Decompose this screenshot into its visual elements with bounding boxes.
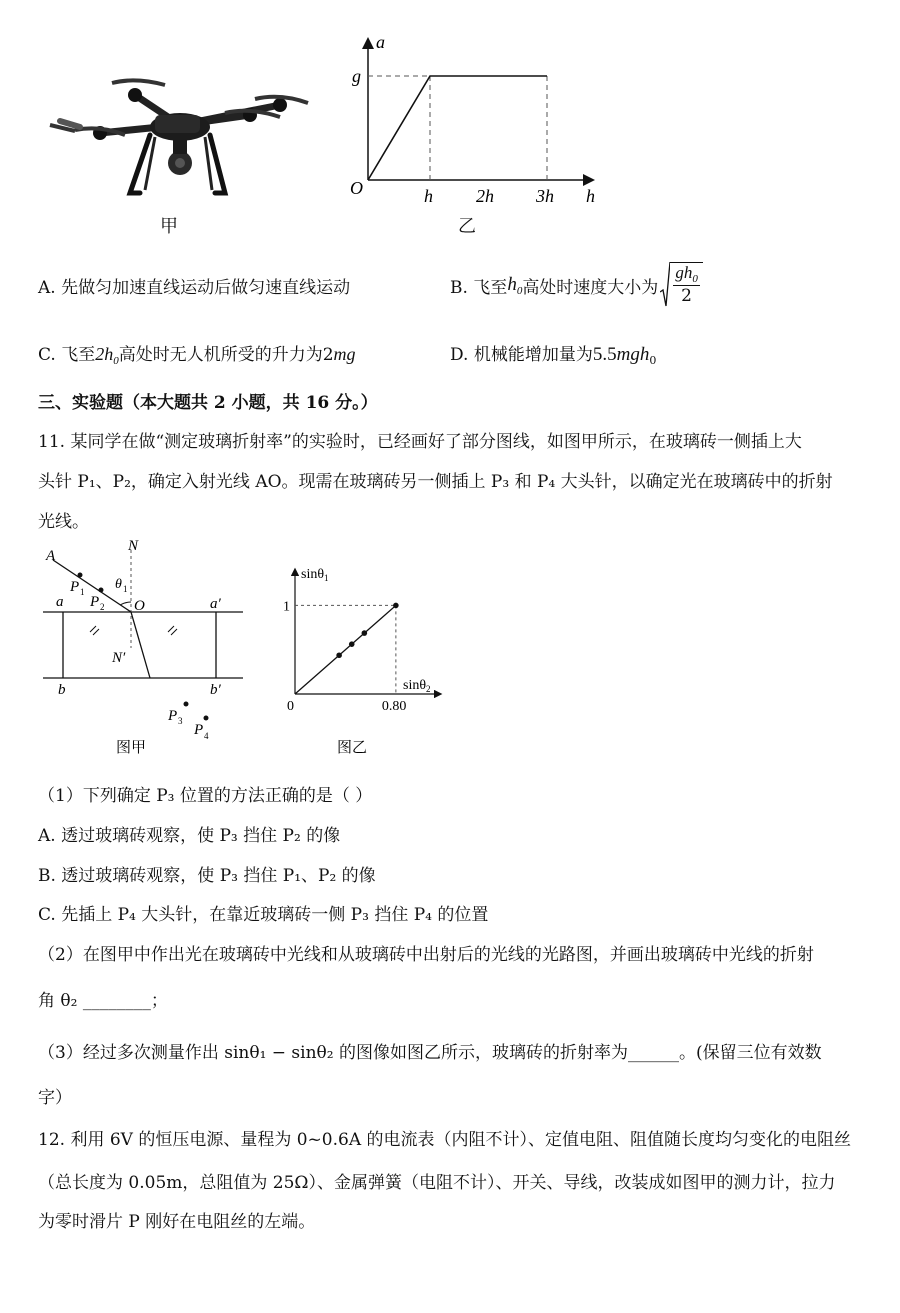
g-label: g <box>352 66 361 86</box>
q12-line2: （总长度为 0.05m，总阻值为 25Ω）、金属弹簧（电阻不计）、开关、导线，改装成如图甲的测力计，拉力 <box>38 1173 836 1193</box>
q10-option-c: C. 飞至$2h_0$高处时无人机所受的升力为2mg <box>38 344 356 367</box>
yi-x-tick: 0.80 <box>381 699 407 714</box>
q11-sub2-line1: （2）在图甲中作出光在玻璃砖中光线和从玻璃砖中出射后的光线的光路图，并画出玻璃砖中光线的折射 <box>38 945 814 965</box>
pin-p1 <box>78 573 83 578</box>
q11-opt-c: C. 先插上 P₄ 大头针，在靠近玻璃砖一侧 P₃ 挡住 P₄ 的位置 <box>38 905 489 925</box>
a-h-graph <box>340 30 610 210</box>
q11-line2: 头针 P₁、P₂，确定入射光线 AO。现需在玻璃砖另一侧插上 P₃ 和 P₄ 大头针，以确定光在玻璃砖中的折射 <box>38 472 833 492</box>
svg-text:N: N <box>128 540 139 554</box>
svg-text:N′: N′ <box>112 650 126 666</box>
svg-text:P: P <box>194 722 204 738</box>
a-h-curve <box>368 76 547 180</box>
yi-data-point <box>393 603 399 609</box>
refracted-ray <box>131 612 150 678</box>
fig-jia-caption: 图甲 <box>116 740 147 756</box>
y-axis-label: a <box>376 32 385 52</box>
x-axis-label: h <box>586 186 595 206</box>
svg-text:a: a <box>56 594 64 610</box>
q12-line3: 为零时滑片 P 刚好在电阻丝的左端。 <box>38 1212 316 1232</box>
yi-data-point <box>349 641 355 647</box>
tick-3h: 3h <box>536 186 554 206</box>
svg-text:b: b <box>58 682 66 698</box>
svg-text:θ: θ <box>115 577 122 592</box>
svg-text:3: 3 <box>178 716 183 726</box>
svg-text:4: 4 <box>204 731 209 741</box>
q11-sub3-line2: 字） <box>38 1088 72 1108</box>
svg-text:P: P <box>90 594 100 610</box>
drone-figure <box>40 55 320 205</box>
svg-text:b′: b′ <box>210 682 221 698</box>
drone-photo-icon <box>40 55 320 205</box>
yi-fit-line <box>295 605 396 694</box>
origin-label: O <box>350 178 363 198</box>
yi-origin: 0 <box>287 699 294 714</box>
svg-text:P: P <box>70 579 80 595</box>
tick-2h: 2h <box>476 186 494 206</box>
section3-title: 三、实验题（本大题共 2 小题，共 16 分。） <box>38 393 378 413</box>
svg-text:P: P <box>168 708 178 724</box>
q11-opt-b: B. 透过玻璃砖观察，使 P₃ 挡住 P₁、P₂ 的像 <box>38 866 376 886</box>
q10-b-sqrt: $gh_0$ 2 <box>660 262 703 308</box>
q10-option-b <box>450 262 703 308</box>
q10-option-a: A. 先做匀加速直线运动后做匀速直线运动 <box>38 278 351 298</box>
svg-text:2: 2 <box>100 602 105 612</box>
pin-p4 <box>204 716 209 721</box>
yi-y-tick: 1 <box>283 599 290 615</box>
svg-text:A: A <box>46 548 56 564</box>
fig-yi <box>275 560 455 760</box>
q11-line3: 光线。 <box>38 512 89 532</box>
q11-sub2-line2: 角 θ₂ ________； <box>38 991 168 1011</box>
pin-p3 <box>184 702 189 707</box>
q10-b-var: $h_0$ <box>507 273 523 297</box>
fig-yi-caption: 图乙 <box>337 740 368 756</box>
q12-line1: 12. 利用 6V 的恒压电源、量程为 0~0.6A 的电流表（内阻不计）、定值电阻、阻值随长度均匀变化的电阻丝 <box>38 1130 852 1150</box>
svg-text:1: 1 <box>80 587 85 597</box>
label-yi: 乙 <box>458 216 476 237</box>
svg-text:a′: a′ <box>210 596 221 612</box>
fig-jia <box>38 540 258 760</box>
yi-data-point <box>336 652 342 658</box>
svg-text:O: O <box>134 598 145 614</box>
pin-p2 <box>99 588 104 593</box>
yi-y-label: sinθ$_1$ <box>301 567 329 583</box>
yi-x-label: sinθ$_2$ <box>403 678 431 694</box>
q11-sub3-line1: （3）经过多次测量作出 sinθ₁ − sinθ₂ 的图像如图乙所示，玻璃砖的折射率为______。(保留三位有效数 <box>38 1043 822 1063</box>
label-jia: 甲 <box>160 216 178 237</box>
sqrt-sign-icon <box>660 262 670 308</box>
q11-line1: 11. 某同学在做“测定玻璃折射率”的实验时，已经画好了部分图线，如图甲所示，在玻璃砖一侧插上大 <box>38 432 802 452</box>
q11-sub1: （1）下列确定 P₃ 位置的方法正确的是（ ） <box>38 786 373 806</box>
tick-h: h <box>424 186 433 206</box>
q10-b-prefix: B. 飞至 <box>450 277 508 298</box>
q10-option-d: D. 机械能增加量为5.5mgh$_0$ <box>450 344 657 367</box>
q10-b-mid: 高处时速度大小为 <box>522 277 659 298</box>
q11-opt-a: A. 透过玻璃砖观察，使 P₃ 挡住 P₂ 的像 <box>38 826 341 846</box>
yi-data-point <box>362 630 368 636</box>
svg-text:1: 1 <box>123 584 128 594</box>
